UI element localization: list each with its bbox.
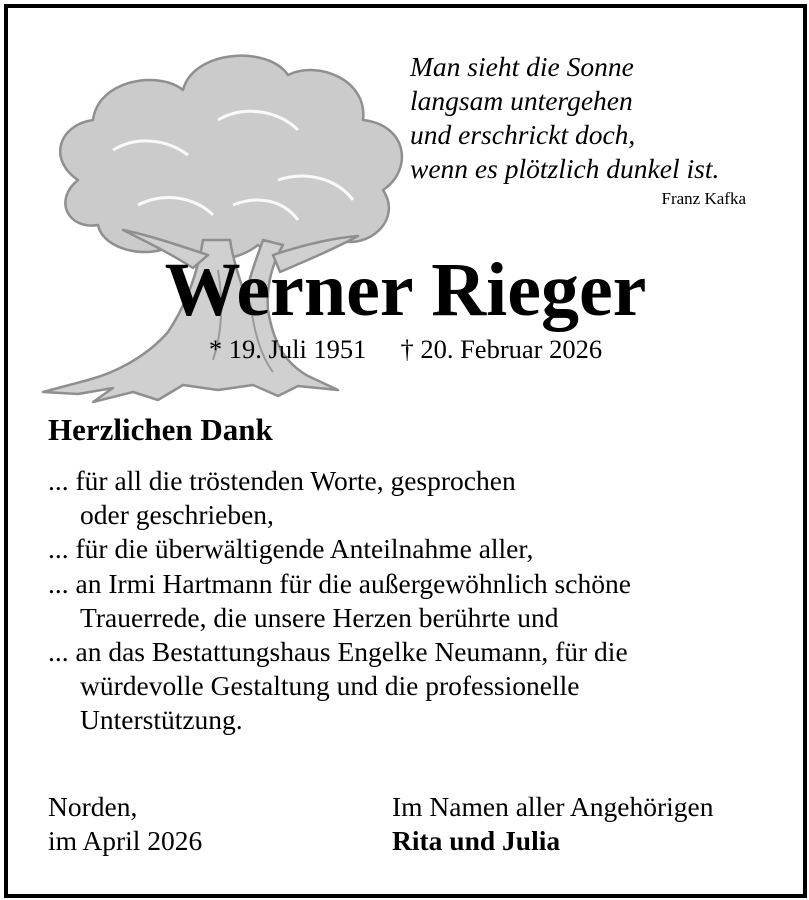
signature-block [392,790,714,858]
quote-line: wenn es plötzlich dunkel ist. [410,153,720,184]
deceased-name: Werner Rieger [164,248,647,332]
life-dates [8,333,803,365]
date: im April 2026 [48,825,203,856]
thanks-line: ... für die überwältigende Anteilnahme aller, [48,533,534,565]
quote-line: Man sieht die Sonne [410,51,634,82]
thanks-line: ... an das Bestattungshaus Engelke Neumann, für die [48,636,628,668]
thanks-heading: Herzlichen Dank [48,412,273,447]
quote-author: Franz Kafka [661,189,746,208]
thanks-line: ... an Irmi Hartmann für die außergewöhnlich schöne [48,567,631,599]
signers: Rita und Julia [392,825,561,856]
place-and-date [48,790,202,858]
thanks-line: ... für all die tröstenden Worte, gesprochen [48,465,516,496]
thanks-line: Unterstützung. [80,704,243,736]
birth-date: * 19. Juli 1951 [208,334,367,364]
place: Norden, [48,791,138,822]
on-behalf-text: Im Namen aller Angehörigen [392,791,714,822]
obituary-card [4,4,807,898]
thanks-line: würdevolle Gestaltung und die professionelle [80,670,580,702]
thanks-list [48,464,788,738]
death-date: † 20. Februar 2026 [400,334,603,364]
thanks-line: oder geschrieben, [80,499,274,531]
thanks-line: Trauerrede, die unsere Herzen berührte und [80,601,559,633]
quote-line: langsam untergehen [410,85,633,116]
quote-block [410,50,770,210]
quote-line: und erschrickt doch, [410,119,636,150]
